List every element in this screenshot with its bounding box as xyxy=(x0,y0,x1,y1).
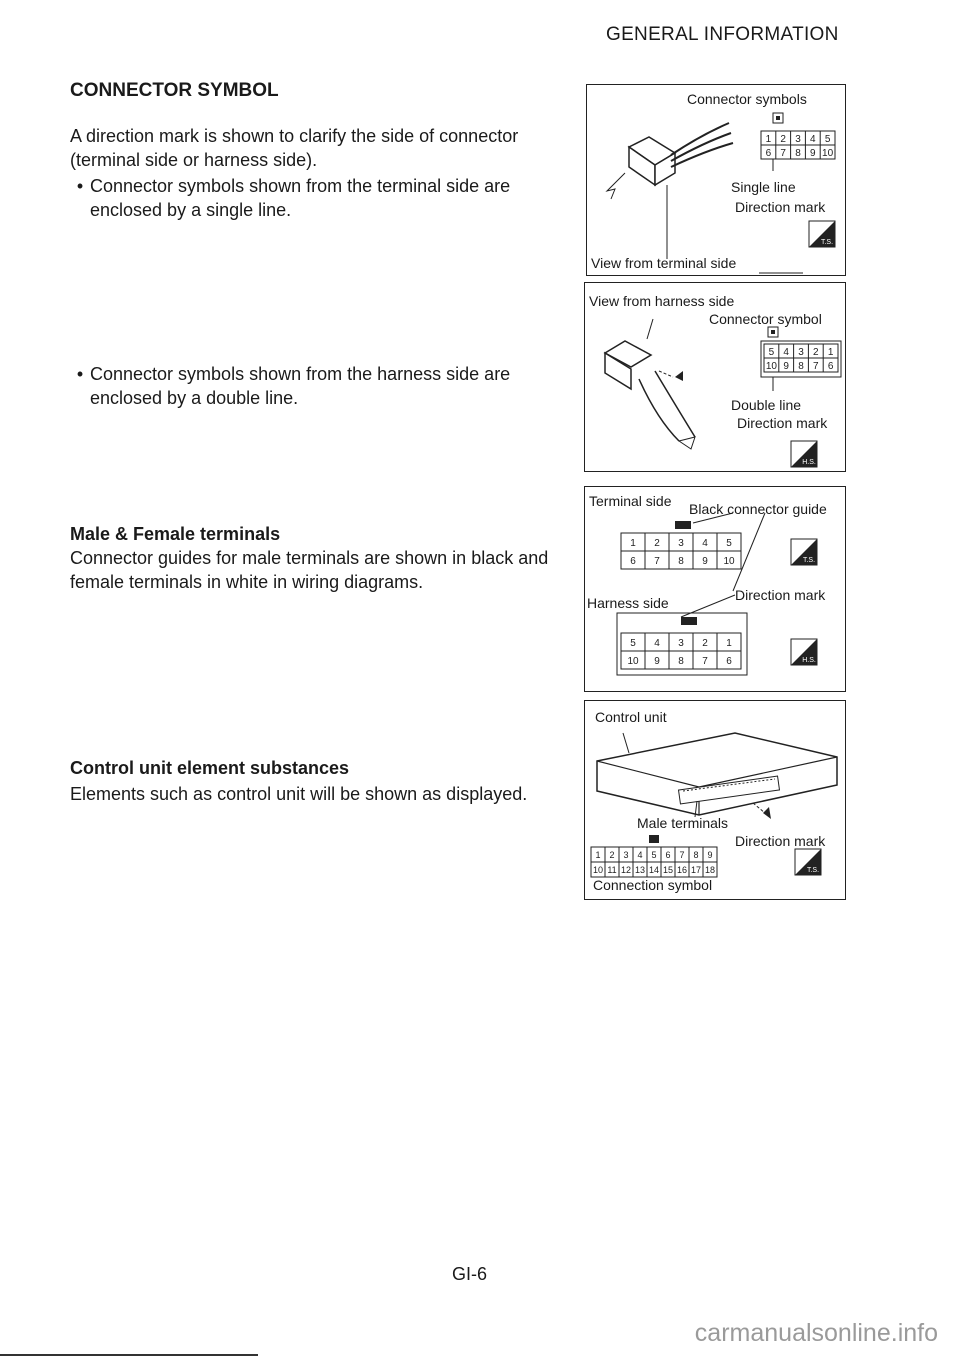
f2-bot-7: 7 xyxy=(813,361,819,372)
f1-direction-mark: Direction mark xyxy=(735,199,826,215)
f3-hs-top-3: 3 xyxy=(678,638,684,649)
f2-top-2: 2 xyxy=(813,347,819,358)
f3-ts-bot-10: 10 xyxy=(723,556,735,567)
f4-top-9: 9 xyxy=(707,850,713,860)
f3-ts-bot-7: 7 xyxy=(654,556,660,567)
f3-black-guide: Black connector guide xyxy=(689,501,827,517)
f1-view-terminal: View from terminal side xyxy=(591,255,737,271)
f4-bot-10: 10 xyxy=(592,865,604,875)
f4-top-6: 6 xyxy=(665,850,671,860)
f2-top-1: 1 xyxy=(827,347,834,358)
f2-badge-hs: H.S. xyxy=(802,459,816,466)
footer-rule xyxy=(0,1354,258,1356)
f1-top-4: 4 xyxy=(810,134,816,145)
page-number: GI-6 xyxy=(452,1264,488,1284)
f4-bot-17: 17 xyxy=(690,865,702,875)
f3-hs-bot-8: 8 xyxy=(678,656,684,667)
f3-harness-side: Harness side xyxy=(587,595,669,611)
f2-top-3: 3 xyxy=(798,347,804,358)
f3-hs-top-2: 2 xyxy=(702,638,708,649)
f3-hs-top-4: 4 xyxy=(654,638,660,649)
f3-hs-bot-10: 10 xyxy=(627,656,639,667)
f1-single-line: Single line xyxy=(731,179,796,195)
f3-hs-bot-6: 6 xyxy=(726,656,732,667)
f1-top-2: 2 xyxy=(780,134,786,145)
f3-ts-bot-8: 8 xyxy=(678,556,684,567)
f4-bot-16: 16 xyxy=(676,865,688,875)
f2-bot-8: 8 xyxy=(798,361,804,372)
f4-top-3: 3 xyxy=(623,850,629,860)
f1-bot-6: 6 xyxy=(765,148,772,159)
f3-ts-top-1: 1 xyxy=(630,538,636,549)
f3-ts-top-4: 4 xyxy=(702,538,708,549)
f3-ts-bot-9: 9 xyxy=(702,556,708,567)
f1-bot-10: 10 xyxy=(822,148,834,159)
f3-ts-top-5: 5 xyxy=(726,538,732,549)
watermark-text: carmanualsonline.info xyxy=(694,1319,938,1347)
f3-terminal-side: Terminal side xyxy=(589,493,672,509)
f2-direction-mark: Direction mark xyxy=(737,415,828,431)
f4-bot-13: 13 xyxy=(634,865,646,875)
f3-hs-top-1: 1 xyxy=(726,638,732,649)
f3-direction-mark: Direction mark xyxy=(735,587,826,603)
f2-connector-symbol: Connector symbol xyxy=(709,311,822,327)
bullet-harness-side: • Connector symbols shown from the harness side are enclosed by a double line. xyxy=(70,362,570,410)
f1-top-5: 5 xyxy=(824,134,831,145)
f4-top-1: 1 xyxy=(595,850,601,860)
f3-ts-top-3: 3 xyxy=(678,538,684,549)
f3-ts-bot-6: 6 xyxy=(630,556,636,567)
f1-top-1: 1 xyxy=(765,134,772,145)
connector-intro-text: A direction mark is shown to clarify the side of connector (terminal side or harness side). xyxy=(70,126,519,170)
f4-top-8: 8 xyxy=(693,850,699,860)
f3-ts-top-2: 2 xyxy=(654,538,660,549)
male-female-text: Connector guides for male terminals are shown in black and female terminals in white in wiring diagrams. xyxy=(70,548,549,592)
f4-bot-11: 11 xyxy=(607,865,617,875)
control-unit-text: Elements such as control unit will be shown as displayed. xyxy=(70,784,528,804)
f4-bot-15: 15 xyxy=(662,865,674,875)
f1-bot-7: 7 xyxy=(780,148,786,159)
f4-badge-ts: T.S. xyxy=(806,867,820,874)
f2-bot-6: 6 xyxy=(827,361,834,372)
control-unit-heading: Control unit element substances xyxy=(70,758,350,778)
f4-control-unit-label: Control unit xyxy=(595,709,667,725)
f4-direction-mark: Direction mark xyxy=(735,833,826,849)
f4-bot-14: 14 xyxy=(648,865,660,875)
figure-control-unit-drawing xyxy=(585,701,847,901)
figure-male-female xyxy=(584,486,846,692)
page-header-title: GENERAL INFORMATION xyxy=(606,24,839,45)
figure-harness-side xyxy=(584,282,846,472)
figure-terminal-side xyxy=(586,84,846,276)
f2-bot-10: 10 xyxy=(765,361,777,372)
f4-bot-18: 18 xyxy=(704,865,716,875)
f1-badge-ts: T.S. xyxy=(820,239,834,246)
bullet-terminal-side: • Connector symbols shown from the terminal side are enclosed by a single line. xyxy=(70,174,570,222)
connector-symbol-heading: CONNECTOR SYMBOL xyxy=(70,80,279,101)
figure-control-unit xyxy=(584,700,846,900)
f4-top-7: 7 xyxy=(679,850,685,860)
f3-badge-ts: T.S. xyxy=(802,557,816,564)
f4-top-5: 5 xyxy=(651,850,657,860)
f4-top-4: 4 xyxy=(637,850,643,860)
f3-hs-top-5: 5 xyxy=(630,638,636,649)
f2-view-harness: View from harness side xyxy=(589,293,735,309)
f2-top-4: 4 xyxy=(783,347,789,358)
f1-top-3: 3 xyxy=(795,134,801,145)
figure-terminal-side-drawing xyxy=(587,85,847,277)
f2-double-line: Double line xyxy=(731,397,802,413)
f3-hs-bot-9: 9 xyxy=(654,656,660,667)
f3-badge-hs: H.S. xyxy=(802,657,816,664)
f1-bot-8: 8 xyxy=(795,148,801,159)
male-female-heading: Male & Female terminals xyxy=(70,524,281,544)
f2-top-5: 5 xyxy=(768,347,775,358)
f1-bot-9: 9 xyxy=(810,148,816,159)
f4-male-terminals: Male terminals xyxy=(637,815,729,831)
f4-bot-12: 12 xyxy=(620,865,632,875)
f1-title: Connector symbols xyxy=(687,91,807,107)
f2-bot-9: 9 xyxy=(783,361,789,372)
f3-hs-bot-7: 7 xyxy=(702,656,708,667)
f4-top-2: 2 xyxy=(609,850,615,860)
f4-connection-symbol: Connection symbol xyxy=(593,877,713,893)
